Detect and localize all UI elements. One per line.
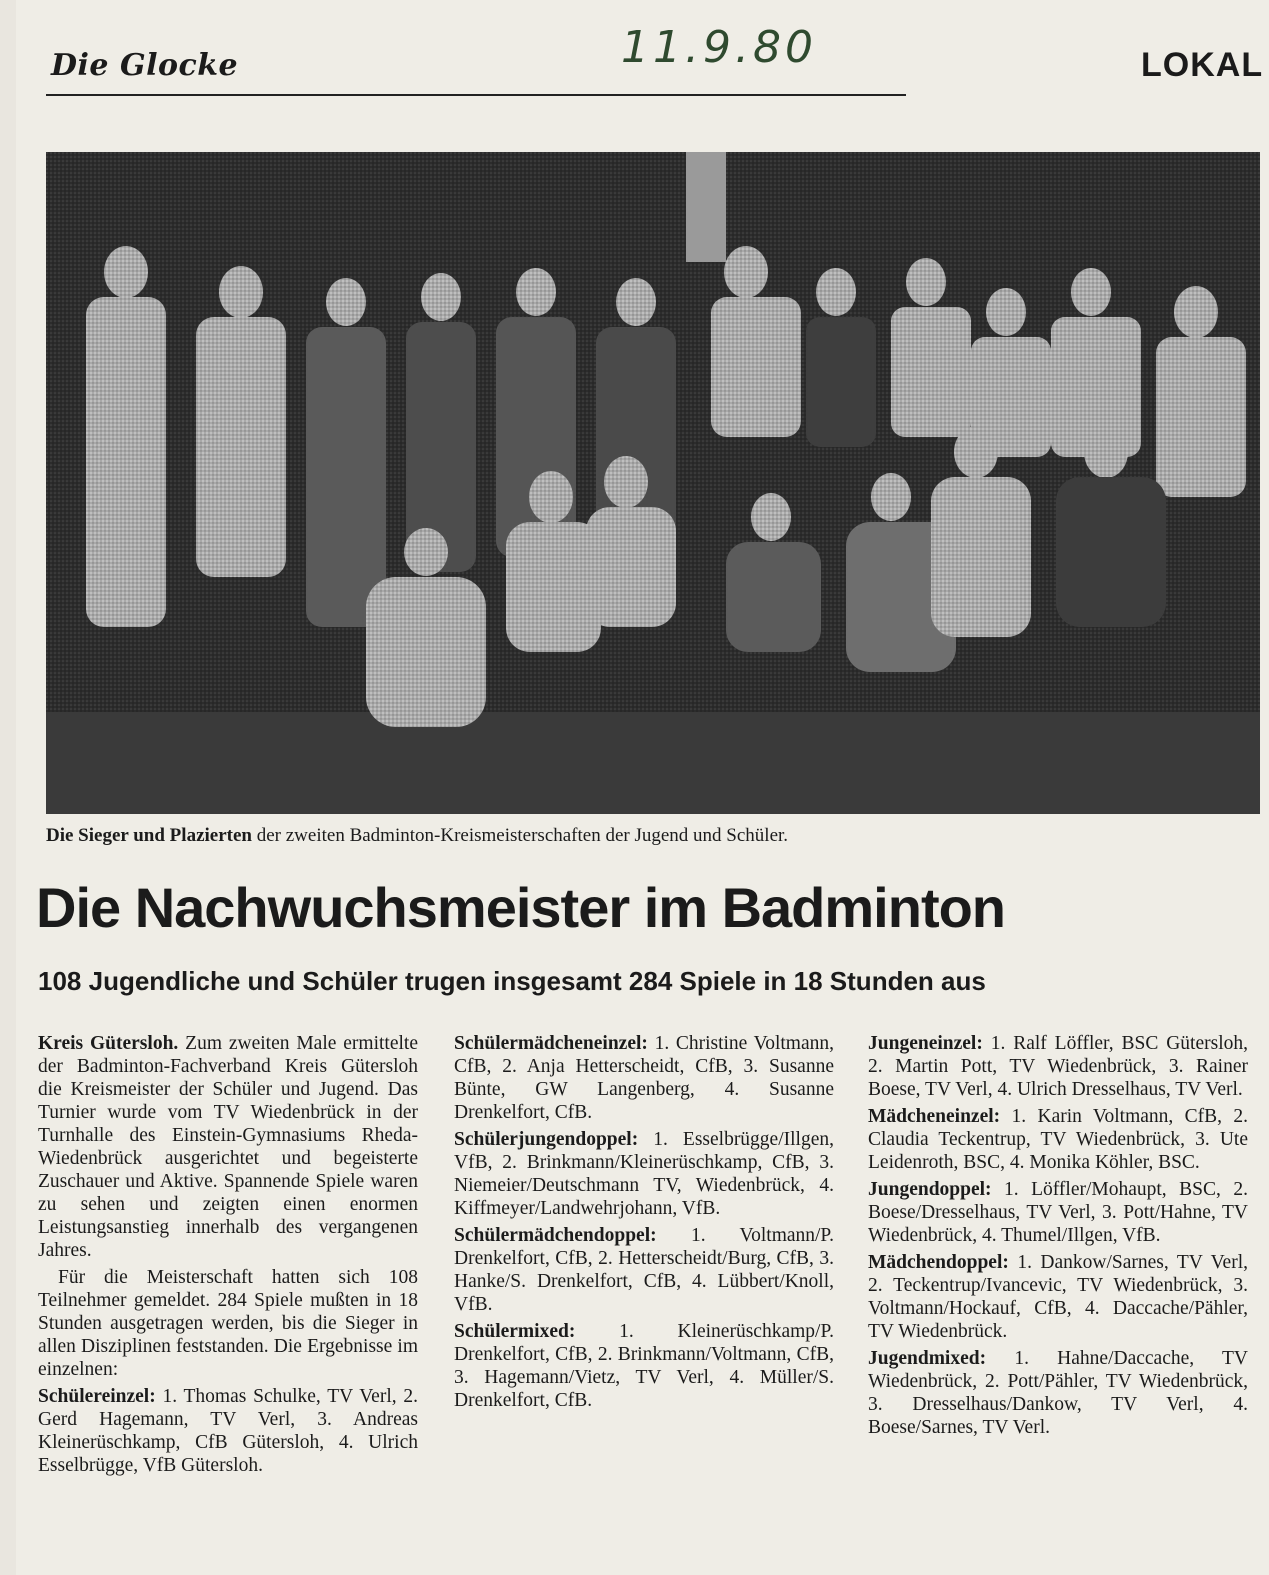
result-text: 1. Voltmann/P. Drenkelfort, CfB, 2. Hetterscheidt/Burg, CfB, 3. Hanke/S. Drenkelfort, CfB, 4. Lübbert/Knoll, VfB.: [454, 1225, 834, 1315]
newspaper-masthead: Die Glocke: [51, 48, 239, 83]
result-text: 1. Ralf Löffler, BSC Gütersloh, 2. Martin Pott, TV Wiedenbrück, 3. Rainer Boese, TV Verl, 4. Ulrich Dresselhaus, TV Verl.: [868, 1033, 1248, 1100]
result-text: 1. Christine Voltmann, CfB, 2. Anja Hetterscheidt, CfB, 3. Susanne Bünte, GW Langenberg, 4. Susanne Drenkelfort, CfB.: [454, 1033, 834, 1123]
intro-text: Zum zweiten Male ermittelte der Badminton-Fachverband Kreis Gütersloh die Kreismeister der Schüler und Jugend. Das Turnier wurde vom TV Wiedenbrück in der Turnhalle des Einstein-Gymnasiums Rheda-Wiedenbrück ausgerichtet und begeisterte Zuschauer und Aktive. Spannende Spiele waren zu sehen und zeigten einen enormen Leistungsanstieg innerhalb des vergangenen Jahres.: [38, 1033, 418, 1261]
result-title: Mädchendoppel:: [868, 1252, 1009, 1273]
result-title: Schülerjungendoppel:: [454, 1129, 639, 1150]
result-title: Jungendoppel:: [868, 1179, 992, 1200]
dateline: Kreis Gütersloh.: [38, 1033, 179, 1054]
caption-text: der zweiten Badminton-Kreismeisterschaften der Jugend und Schüler.: [251, 825, 789, 846]
article-headline: Die Nachwuchsmeister im Badminton: [36, 876, 1006, 939]
result-title: Jugendmixed:: [868, 1348, 987, 1369]
result-schuelerjungendoppel: [454, 1128, 834, 1220]
result-text: 1. Thomas Schulke, TV Verl, 2. Gerd Hagemann, TV Verl, 3. Andreas Kleinerüschkamp, CfB Gütersloh, 4. Ulrich Esselbrügge, VfB Gütersloh.: [38, 1386, 418, 1476]
group-photo-illustration: [46, 152, 1260, 814]
result-schuelermaedchendoppel: [454, 1224, 834, 1316]
result-jungeneinzel: [868, 1032, 1248, 1101]
caption-bold: Die Sieger und Plazierten: [46, 825, 252, 846]
result-schuelermaedcheneinzel: [454, 1032, 834, 1124]
newspaper-clipping: [16, 0, 1269, 1575]
result-text: 1. Löffler/Mohaupt, BSC, 2. Boese/Dresselhaus, TV Verl, 3. Pott/Hahne, TV Wiedenbrück, 4. Thumel/Illgen, VfB.: [868, 1179, 1248, 1246]
group-photo: [46, 152, 1260, 814]
header-rule: [46, 94, 906, 96]
article-column-3: [868, 1032, 1248, 1443]
result-text: 1. Hahne/Daccache, TV Wiedenbrück, 2. Pott/Pähler, TV Wiedenbrück, 3. Dresselhaus/Dankow, TV Verl, 4. Boese/Sarnes, TV Verl.: [868, 1348, 1248, 1438]
result-title: Jungeneinzel:: [868, 1033, 983, 1054]
result-title: Schülereinzel:: [38, 1386, 156, 1407]
photo-caption: [46, 825, 1260, 847]
result-title: Mädcheneinzel:: [868, 1106, 1001, 1127]
result-text: 1. Dankow/Sarnes, TV Verl, 2. Teckentrup/Ivancevic, TV Wiedenbrück, 3. Voltmann/Hockauf, CfB, 4. Daccache/Pähler, TV Wiedenbrück.: [868, 1252, 1248, 1342]
result-jugendmixed: [868, 1347, 1248, 1439]
article-subheadline: 108 Jugendliche und Schüler trugen insgesamt 284 Spiele in 18 Stunden aus: [38, 966, 986, 996]
intro-paragraph: [38, 1032, 418, 1262]
result-text: 1. Karin Voltmann, CfB, 2. Claudia Teckentrup, TV Wiedenbrück, 3. Ute Leidenroth, BSC, 4. Monika Köhler, BSC.: [868, 1106, 1248, 1173]
article-column-1: [38, 1032, 418, 1481]
handwritten-date: 11.9.80: [621, 22, 817, 73]
article-column-2: [454, 1032, 834, 1416]
result-jungendoppel: [868, 1178, 1248, 1247]
result-maedcheneinzel: [868, 1105, 1248, 1174]
result-text: 1. Esselbrügge/Illgen, VfB, 2. Brinkmann/Kleinerüschkamp, CfB, 3. Niemeier/Deutschmann TV, Wiedenbrück, 4. Kiffmeyer/Landwehrjohann, VfB.: [454, 1129, 834, 1219]
result-schuelereinzel: [38, 1385, 418, 1477]
participants-paragraph: Für die Meisterschaft hatten sich 108 Teilnehmer gemeldet. 284 Spiele mußten in 18 Stunden ausgetragen werden, bis die Sieger in allen Disziplinen feststanden. Die Ergebnisse im einzelnen:: [38, 1267, 418, 1380]
result-maedchendoppel: [868, 1251, 1248, 1343]
result-schuelermixed: [454, 1320, 834, 1412]
section-label: LOKAL: [1141, 46, 1264, 84]
result-title: Schülermädchendoppel:: [454, 1225, 657, 1246]
result-text: 1. Kleinerüschkamp/P. Drenkelfort, CfB, 2. Brinkmann/Voltmann, CfB, 3. Hagemann/Vietz, TV Verl, 4. Müller/S. Drenkelfort, CfB.: [454, 1321, 834, 1411]
result-title: Schülermädcheneinzel:: [454, 1033, 648, 1054]
result-title: Schülermixed:: [454, 1321, 576, 1342]
